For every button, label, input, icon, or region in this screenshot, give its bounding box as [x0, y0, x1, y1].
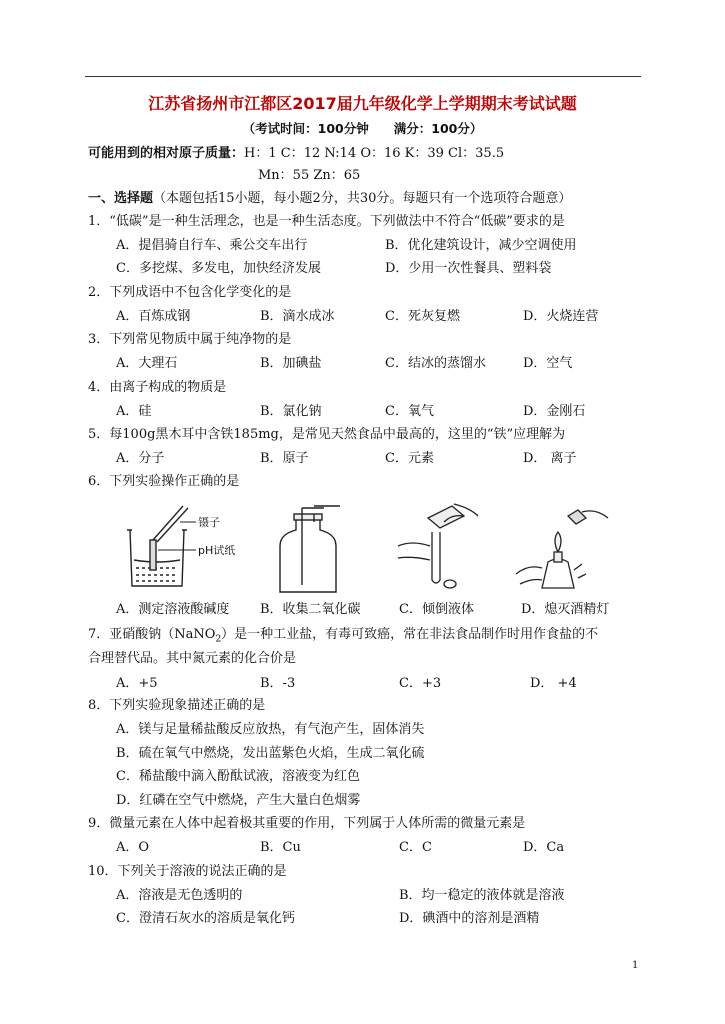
- q2-option-a: A．百炼成钢: [116, 309, 191, 324]
- hand-left: [398, 543, 430, 560]
- q1-option-d: D．少用一次性餐具、塑料袋: [385, 261, 552, 276]
- stopper: [444, 580, 456, 588]
- figure-gas-bottle: [272, 500, 344, 595]
- q5-option-c: C．元素: [385, 451, 434, 466]
- q7-subscript: 2: [215, 634, 222, 645]
- question-2-stem: 2．下列成语中不包含化学变化的是: [88, 285, 292, 300]
- question-7-stem-line-2: 合理替代品。其中氮元素的化合价是: [88, 651, 297, 666]
- figure-pour-liquid: [392, 502, 482, 594]
- question-9-stem: 9．微量元素在人体中起着极其重要的作用，下列属于人体所需的微量元素是: [88, 816, 526, 831]
- q7-stem-start: 7．亚硝酸钠（NaNO: [88, 627, 216, 642]
- q5-option-a: A．分子: [116, 451, 165, 466]
- q9-option-a: A．O: [116, 840, 150, 855]
- question-3-stem: 3．下列常见物质中属于纯净物的是: [88, 332, 292, 347]
- tweezers-label: 镊子: [198, 516, 220, 529]
- q7-option-b: B．-3: [260, 676, 296, 691]
- q8-option-c: C．稀盐酸中滴入酚酞试液，溶液变为红色: [116, 769, 360, 784]
- header-rule: [85, 76, 641, 77]
- q3-option-b: B．加碘盐: [260, 356, 322, 371]
- q3-option-a: A．大理石: [116, 356, 178, 371]
- lamp-body: [542, 559, 574, 588]
- q10-option-a: A．溶液是无色透明的: [116, 888, 243, 903]
- ph-paper-label: pH试纸: [198, 544, 236, 557]
- q7-option-d: D． +4: [530, 676, 577, 691]
- bottle-outline: [280, 518, 336, 592]
- q7-option-c: C．+3: [399, 676, 442, 691]
- section-heading-line: [88, 191, 571, 207]
- q7-stem-end: ）是一种工业盐，有毒可致癌，常在非法食品制作时用作食盐的不: [221, 627, 599, 642]
- q2-option-c: C．死灰复燃: [385, 309, 460, 324]
- section-note: （本题包括15小题，每小题2分，共30分。每题只有一个选项符合题意）: [153, 191, 572, 206]
- q5-option-b: B．原子: [260, 451, 309, 466]
- q6-option-c: C．倾倒液体: [399, 602, 474, 617]
- q4-option-a: A．硅: [116, 404, 152, 419]
- q10-option-c: C．澄清石灰水的溶质是氧化钙: [116, 911, 295, 926]
- q6-option-b: B．收集二氧化碳: [260, 602, 361, 617]
- q10-option-b: B．均一稳定的液体就是溶液: [399, 888, 565, 903]
- q3-option-d: D．空气: [523, 356, 573, 371]
- beaker-outline: [130, 530, 184, 586]
- hand-lower: [516, 567, 542, 584]
- question-5-stem: 5．每100g黑木耳中含铁185mg，是常见天然食品中最高的，这里的“铁”应理解为: [88, 427, 566, 442]
- q10-option-d: D．碘酒中的溶剂是酒精: [399, 911, 540, 926]
- q6-option-d: D．熄灭酒精灯: [521, 602, 610, 617]
- test-tube: [432, 532, 440, 583]
- q5-option-d: D． 离子: [523, 451, 577, 466]
- q9-option-c: C．C: [399, 840, 432, 855]
- q8-option-a: A．镁与足量稀盐酸反应放热，有气泡产生，固体消失: [116, 722, 425, 737]
- tweezers-arm: [153, 506, 183, 540]
- section-heading: 一、选择题: [88, 191, 154, 206]
- figure-alcohol-lamp: [512, 504, 612, 594]
- question-10-stem: 10．下列关于溶液的说法正确的是: [88, 864, 287, 879]
- question-4-stem: 4．由离子构成的物质是: [88, 380, 227, 395]
- q2-option-b: B．滴水成冰: [260, 309, 335, 324]
- q8-option-b: B．硫在氧气中燃烧，发出蓝紫色火焰，生成二氧化硫: [116, 746, 425, 761]
- q8-option-d: D．红磷在空气中燃烧，产生大量白色烟雾: [116, 793, 361, 808]
- question-1-stem: 1．“低碳”是一种生活理念，也是一种生活态度。下列做法中不符合“低碳”要求的是: [88, 214, 565, 229]
- q1-option-a: A．提倡骑自行车、乘公交车出行: [116, 238, 308, 253]
- atomic-mass-values: H：1 C：12 N:14 O：16 K：39 Cl：35.5: [244, 146, 505, 161]
- ph-paper: [150, 540, 156, 570]
- atomic-mass-label: 可能用到的相对原子质量：: [88, 146, 245, 161]
- q9-option-b: B．Cu: [260, 840, 301, 855]
- exam-info: （考试时间：100分钟 满分：100分）: [242, 121, 483, 136]
- reagent-bottle: [428, 506, 464, 528]
- q4-option-d: D．金刚石: [523, 404, 586, 419]
- question-7-stem-line-1: [88, 627, 598, 648]
- page-number: 1: [632, 960, 639, 971]
- page-title: 江苏省扬州市江都区2017届九年级化学上学期期末考试试题: [148, 94, 577, 113]
- atomic-mass-values-2: Mn：55 Zn：65: [258, 168, 361, 183]
- q6-option-a: A．测定溶液酸碱度: [116, 602, 230, 617]
- q7-option-a: A．+5: [116, 676, 158, 691]
- flame: [555, 532, 561, 552]
- atomic-mass-line: [88, 146, 504, 162]
- figure-ph-test: [120, 500, 250, 592]
- question-8-stem: 8．下列实验现象描述正确的是: [88, 698, 266, 713]
- q1-option-b: B．优化建筑设计，减少空调使用: [385, 238, 577, 253]
- q4-option-c: C．氧气: [385, 404, 434, 419]
- q2-option-d: D．火烧连营: [523, 309, 599, 324]
- hand-upper: [582, 511, 608, 518]
- q9-option-d: D．Ca: [523, 840, 565, 855]
- question-6-stem: 6．下列实验操作正确的是: [88, 474, 240, 489]
- q4-option-b: B．氯化钠: [260, 404, 322, 419]
- q1-option-c: C．多挖煤、多发电，加快经济发展: [116, 261, 321, 276]
- q3-option-c: C．结冰的蒸馏水: [385, 356, 486, 371]
